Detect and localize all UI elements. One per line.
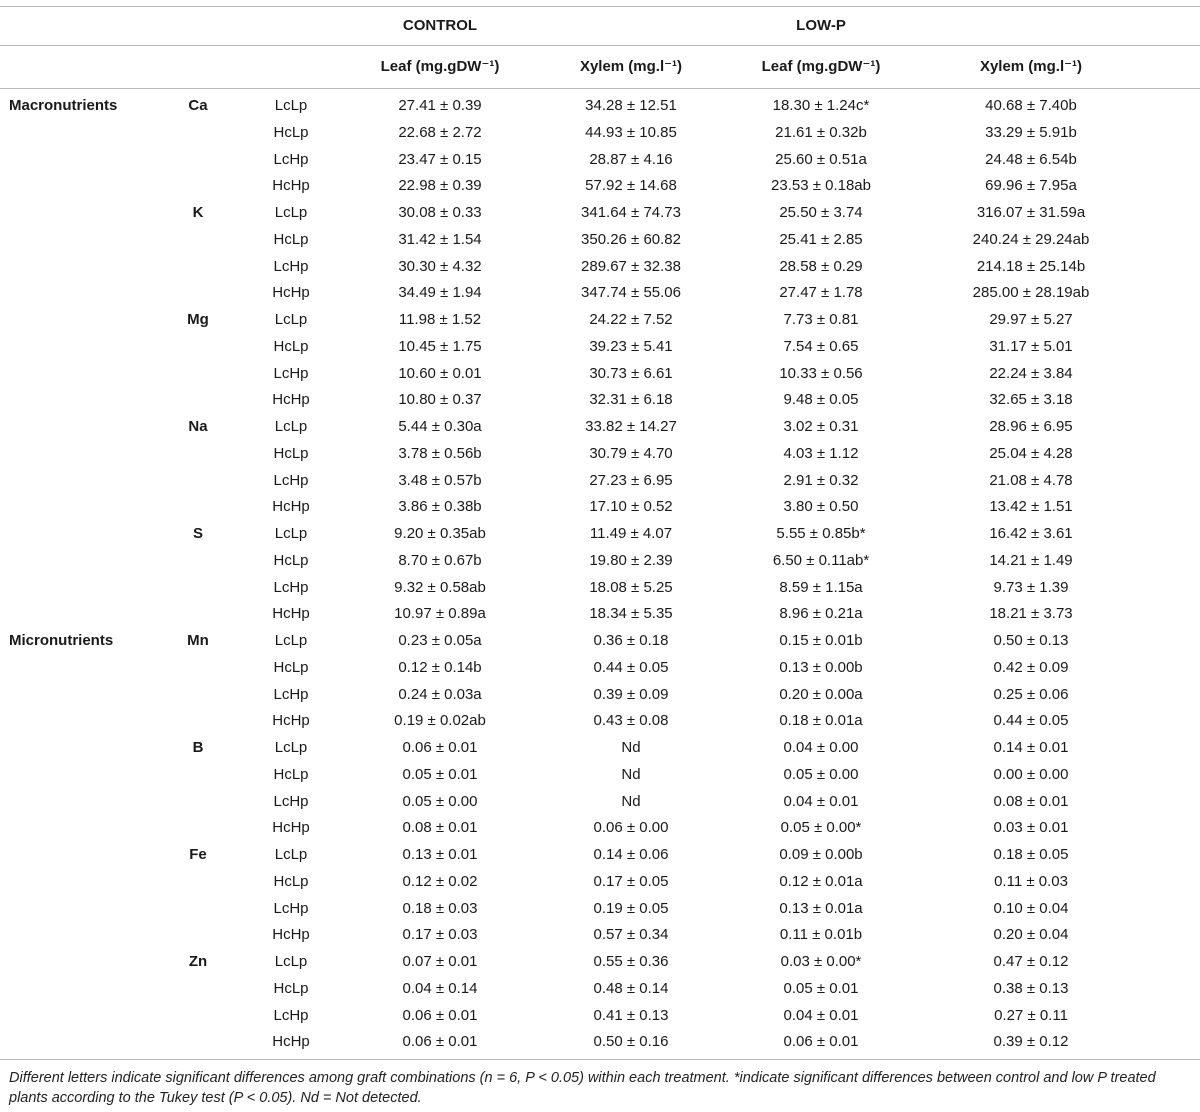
cell-lowp-leaf: 0.09 ± 0.00b: [779, 846, 863, 863]
row-graft-combination: LcLp: [274, 311, 308, 328]
cell-control-xylem: 0.36 ± 0.18: [593, 632, 669, 649]
cell-control-leaf: 3.48 ± 0.57b: [398, 471, 482, 489]
cell-control-leaf: 0.17 ± 0.03: [402, 926, 478, 944]
header-xylem-control: Xylem (mg.l⁻¹): [579, 58, 683, 75]
cell-control-xylem: 57.92 ± 14.68: [585, 177, 677, 195]
row-graft-combination: HcLp: [273, 872, 309, 890]
header-bottom-rule: [0, 88, 1200, 89]
cell-lowp-leaf: 0.05 ± 0.01: [783, 979, 859, 997]
cell-control-xylem: 0.39 ± 0.09: [593, 685, 669, 703]
row-element: Zn: [188, 953, 208, 970]
cell-lowp-leaf: 0.04 ± 0.01: [783, 1006, 859, 1024]
cell-control-leaf: 0.04 ± 0.14: [402, 979, 478, 997]
cell-control-xylem: 34.28 ± 12.51: [585, 97, 677, 114]
cell-control-xylem: 17.10 ± 0.52: [589, 498, 673, 516]
cell-control-xylem: 350.26 ± 60.82: [581, 230, 681, 248]
row-graft-combination: HcHp: [272, 284, 310, 302]
cell-control-leaf: 10.97 ± 0.89a: [394, 605, 486, 623]
row-graft-combination: LcLp: [274, 739, 308, 756]
cell-control-xylem: 0.44 ± 0.05: [593, 658, 669, 676]
cell-lowp-leaf: 25.50 ± 3.74: [779, 204, 863, 221]
cell-control-xylem: 0.43 ± 0.08: [593, 712, 669, 730]
cell-control-leaf: 23.47 ± 0.15: [398, 150, 482, 168]
cell-lowp-leaf: 0.04 ± 0.01: [783, 792, 859, 810]
cell-control-leaf: 10.45 ± 1.75: [398, 337, 482, 355]
cell-lowp-xylem: 14.21 ± 1.49: [989, 551, 1073, 569]
cell-lowp-leaf: 28.58 ± 0.29: [779, 257, 863, 275]
cell-lowp-leaf: 27.47 ± 1.78: [779, 284, 863, 302]
row-graft-combination: HcLp: [273, 230, 309, 248]
row-graft-combination: HcLp: [273, 658, 309, 676]
cell-lowp-leaf: 0.04 ± 0.00: [783, 739, 859, 756]
row-element: Fe: [189, 846, 207, 863]
cell-lowp-leaf: 10.33 ± 0.56: [779, 364, 863, 382]
cell-control-xylem: 289.67 ± 32.38: [581, 257, 681, 275]
cell-control-leaf: 0.18 ± 0.03: [402, 899, 478, 917]
cell-lowp-xylem: 40.68 ± 7.40b: [985, 97, 1077, 114]
cell-control-xylem: Nd: [621, 792, 641, 810]
cell-control-xylem: 39.23 ± 5.41: [589, 337, 673, 355]
row-element: S: [192, 525, 204, 542]
row-graft-combination: LcHp: [273, 150, 309, 168]
cell-lowp-xylem: 9.73 ± 1.39: [993, 578, 1069, 596]
row-graft-combination: LcHp: [273, 899, 309, 917]
cell-lowp-leaf: 3.80 ± 0.50: [783, 498, 859, 516]
cell-control-leaf: 30.08 ± 0.33: [398, 204, 482, 221]
cell-lowp-leaf: 25.41 ± 2.85: [779, 230, 863, 248]
row-graft-combination: LcLp: [274, 97, 308, 114]
cell-control-xylem: 0.50 ± 0.16: [593, 1033, 669, 1051]
row-graft-combination: LcHp: [273, 685, 309, 703]
cell-control-leaf: 10.60 ± 0.01: [398, 364, 482, 382]
cell-control-leaf: 0.06 ± 0.01: [402, 1006, 478, 1024]
cell-control-leaf: 5.44 ± 0.30a: [398, 418, 482, 435]
cell-lowp-leaf: 9.48 ± 0.05: [783, 391, 859, 409]
cell-lowp-xylem: 69.96 ± 7.95a: [985, 177, 1077, 195]
cell-lowp-xylem: 0.42 ± 0.09: [993, 658, 1069, 676]
cell-control-xylem: 27.23 ± 6.95: [589, 471, 673, 489]
cell-lowp-xylem: 0.47 ± 0.12: [993, 953, 1069, 970]
row-graft-combination: HcHp: [272, 177, 310, 195]
cell-control-leaf: 0.13 ± 0.01: [402, 846, 478, 863]
cell-control-xylem: 44.93 ± 10.85: [585, 123, 677, 141]
cell-control-xylem: 24.22 ± 7.52: [589, 311, 673, 328]
row-element: Mg: [187, 311, 209, 328]
cell-lowp-xylem: 33.29 ± 5.91b: [985, 123, 1077, 141]
row-graft-combination: HcLp: [273, 551, 309, 569]
row-group-label: Macronutrients: [9, 97, 118, 114]
cell-control-leaf: 0.23 ± 0.05a: [398, 632, 482, 649]
cell-control-xylem: 18.08 ± 5.25: [589, 578, 673, 596]
cell-control-xylem: 0.57 ± 0.34: [593, 926, 669, 944]
cell-lowp-xylem: 28.96 ± 6.95: [989, 418, 1073, 435]
cell-control-xylem: Nd: [621, 765, 641, 783]
row-graft-combination: HcHp: [272, 1033, 310, 1051]
cell-lowp-xylem: 0.10 ± 0.04: [993, 899, 1069, 917]
cell-lowp-xylem: 285.00 ± 28.19ab: [972, 284, 1090, 302]
cell-lowp-xylem: 0.18 ± 0.05: [993, 846, 1069, 863]
cell-lowp-xylem: 13.42 ± 1.51: [989, 498, 1073, 516]
cell-lowp-xylem: 240.24 ± 29.24ab: [972, 230, 1090, 248]
row-graft-combination: HcHp: [272, 391, 310, 409]
row-graft-combination: HcHp: [272, 712, 310, 730]
table-footnote: Different letters indicate significant differences among graft combinations (n = 6, P < 0.05) within each treatment. *indicate significant differences between control and low P treated plants according to the Tukey test (P < 0.05). Nd = Not detected.: [9, 1070, 1156, 1106]
cell-lowp-leaf: 0.18 ± 0.01a: [779, 712, 863, 730]
cell-control-xylem: 28.87 ± 4.16: [589, 150, 673, 168]
cell-lowp-xylem: 29.97 ± 5.27: [989, 311, 1073, 328]
cell-lowp-leaf: 0.15 ± 0.01b: [779, 632, 863, 649]
row-graft-combination: HcLp: [273, 444, 309, 462]
row-graft-combination: HcLp: [273, 979, 309, 997]
cell-lowp-leaf: 23.53 ± 0.18ab: [771, 177, 871, 195]
cell-control-xylem: 347.74 ± 55.06: [581, 284, 681, 302]
row-graft-combination: HcLp: [273, 765, 309, 783]
row-graft-combination: HcHp: [272, 605, 310, 623]
cell-lowp-xylem: 16.42 ± 3.61: [989, 525, 1073, 542]
cell-control-leaf: 11.98 ± 1.52: [398, 311, 482, 328]
cell-lowp-xylem: 0.27 ± 0.11: [994, 1006, 1068, 1024]
cell-control-xylem: 0.48 ± 0.14: [593, 979, 669, 997]
cell-lowp-xylem: 0.39 ± 0.12: [993, 1033, 1069, 1051]
cell-control-leaf: 9.20 ± 0.35ab: [394, 525, 486, 542]
row-element: B: [192, 739, 204, 756]
cell-lowp-xylem: 0.08 ± 0.01: [993, 792, 1069, 810]
cell-control-leaf: 22.98 ± 0.39: [398, 177, 482, 195]
row-graft-combination: LcHp: [273, 257, 309, 275]
cell-control-xylem: 0.14 ± 0.06: [593, 846, 669, 863]
header-lowp: LOW-P: [796, 17, 846, 34]
cell-control-xylem: 0.41 ± 0.13: [593, 1006, 669, 1024]
cell-control-xylem: 33.82 ± 14.27: [585, 418, 677, 435]
cell-lowp-xylem: 214.18 ± 25.14b: [976, 257, 1086, 275]
cell-control-leaf: 0.06 ± 0.01: [402, 1033, 478, 1051]
cell-lowp-leaf: 0.06 ± 0.01: [783, 1033, 859, 1051]
cell-control-leaf: 0.05 ± 0.00: [402, 792, 478, 810]
cell-lowp-xylem: 0.50 ± 0.13: [993, 632, 1069, 649]
cell-control-leaf: 0.12 ± 0.14b: [398, 658, 482, 676]
row-graft-combination: LcHp: [273, 471, 309, 489]
cell-control-leaf: 31.42 ± 1.54: [398, 230, 482, 248]
cell-control-xylem: 0.06 ± 0.00: [593, 819, 669, 837]
top-rule: [0, 6, 1200, 7]
cell-lowp-leaf: 18.30 ± 1.24c*: [772, 97, 870, 114]
cell-lowp-xylem: 0.20 ± 0.04: [993, 926, 1069, 944]
cell-lowp-xylem: 0.38 ± 0.13: [993, 979, 1069, 997]
cell-control-leaf: 30.30 ± 4.32: [398, 257, 482, 275]
row-graft-combination: LcHp: [273, 578, 309, 596]
cell-lowp-leaf: 7.73 ± 0.81: [783, 311, 859, 328]
cell-control-leaf: 0.24 ± 0.03a: [398, 685, 482, 703]
cell-lowp-leaf: 25.60 ± 0.51a: [775, 150, 867, 168]
header-control: CONTROL: [402, 17, 478, 34]
cell-control-leaf: 0.07 ± 0.01: [402, 953, 478, 970]
cell-control-leaf: 0.19 ± 0.02ab: [394, 712, 486, 730]
cell-lowp-xylem: 0.00 ± 0.00: [993, 765, 1069, 783]
cell-lowp-leaf: 0.13 ± 0.00b: [779, 658, 863, 676]
cell-lowp-xylem: 25.04 ± 4.28: [989, 444, 1073, 462]
row-group-label: Micronutrients: [9, 632, 114, 649]
cell-control-leaf: 0.05 ± 0.01: [402, 765, 478, 783]
cell-lowp-xylem: 316.07 ± 31.59a: [976, 204, 1086, 221]
row-graft-combination: HcLp: [273, 337, 309, 355]
header-divider: [0, 45, 1200, 46]
cell-lowp-xylem: 18.21 ± 3.73: [989, 605, 1073, 623]
row-graft-combination: HcLp: [273, 123, 309, 141]
cell-lowp-leaf: 8.96 ± 0.21a: [779, 605, 863, 623]
row-graft-combination: LcLp: [274, 525, 308, 542]
cell-lowp-leaf: 8.59 ± 1.15a: [779, 578, 863, 596]
cell-lowp-leaf: 0.05 ± 0.00: [783, 765, 859, 783]
cell-control-xylem: 30.73 ± 6.61: [589, 364, 673, 382]
cell-lowp-leaf: 0.13 ± 0.01a: [779, 899, 863, 917]
cell-control-leaf: 0.06 ± 0.01: [402, 739, 478, 756]
row-graft-combination: LcLp: [274, 846, 308, 863]
cell-control-leaf: 3.78 ± 0.56b: [398, 444, 482, 462]
cell-control-xylem: Nd: [621, 739, 641, 756]
cell-control-xylem: 0.55 ± 0.36: [593, 953, 669, 970]
cell-control-xylem: 11.49 ± 4.07: [589, 525, 673, 542]
row-element: Na: [188, 418, 208, 435]
cell-lowp-leaf: 0.12 ± 0.01a: [779, 872, 863, 890]
header-leaf-lowp: Leaf (mg.gDW⁻¹): [761, 58, 881, 75]
cell-lowp-xylem: 21.08 ± 4.78: [989, 471, 1073, 489]
row-graft-combination: HcHp: [272, 498, 310, 516]
cell-lowp-leaf: 7.54 ± 0.65: [783, 337, 859, 355]
row-graft-combination: LcLp: [274, 204, 308, 221]
row-graft-combination: LcHp: [273, 364, 309, 382]
cell-lowp-leaf: 3.02 ± 0.31: [783, 418, 859, 435]
row-graft-combination: LcHp: [273, 1006, 309, 1024]
cell-lowp-leaf: 0.03 ± 0.00*: [780, 953, 862, 970]
cell-lowp-leaf: 21.61 ± 0.32b: [775, 123, 867, 141]
row-element: K: [192, 204, 204, 221]
cell-control-xylem: 341.64 ± 74.73: [581, 204, 681, 221]
cell-control-leaf: 27.41 ± 0.39: [398, 97, 482, 114]
table-bottom-rule: [0, 1059, 1200, 1060]
cell-lowp-leaf: 4.03 ± 1.12: [783, 444, 859, 462]
row-graft-combination: LcLp: [274, 632, 308, 649]
cell-lowp-xylem: 0.03 ± 0.01: [993, 819, 1069, 837]
header-leaf-control: Leaf (mg.gDW⁻¹): [380, 58, 500, 75]
cell-lowp-xylem: 24.48 ± 6.54b: [985, 150, 1077, 168]
cell-lowp-xylem: 31.17 ± 5.01: [989, 337, 1073, 355]
cell-lowp-leaf: 2.91 ± 0.32: [783, 471, 859, 489]
row-element: Mn: [187, 632, 209, 649]
cell-lowp-leaf: 0.05 ± 0.00*: [780, 819, 862, 837]
cell-control-xylem: 32.31 ± 6.18: [589, 391, 673, 409]
cell-lowp-leaf: 0.11 ± 0.01b: [779, 926, 863, 944]
cell-control-leaf: 9.32 ± 0.58ab: [394, 578, 486, 596]
cell-control-xylem: 0.17 ± 0.05: [593, 872, 669, 890]
cell-lowp-leaf: 6.50 ± 0.11ab*: [772, 551, 870, 569]
row-graft-combination: LcLp: [274, 418, 308, 435]
cell-lowp-xylem: 32.65 ± 3.18: [989, 391, 1073, 409]
cell-lowp-xylem: 0.25 ± 0.06: [993, 685, 1069, 703]
cell-control-leaf: 34.49 ± 1.94: [398, 284, 482, 302]
cell-lowp-xylem: 22.24 ± 3.84: [989, 364, 1073, 382]
row-graft-combination: HcHp: [272, 819, 310, 837]
cell-control-xylem: 30.79 ± 4.70: [589, 444, 673, 462]
cell-lowp-xylem: 0.11 ± 0.03: [994, 872, 1068, 890]
cell-lowp-leaf: 5.55 ± 0.85b*: [776, 525, 866, 542]
cell-control-xylem: 18.34 ± 5.35: [589, 605, 673, 623]
cell-control-leaf: 0.12 ± 0.02: [402, 872, 478, 890]
row-graft-combination: LcLp: [274, 953, 308, 970]
row-graft-combination: HcHp: [272, 926, 310, 944]
cell-control-xylem: 19.80 ± 2.39: [589, 551, 673, 569]
row-element: Ca: [188, 97, 208, 114]
cell-control-leaf: 3.86 ± 0.38b: [398, 498, 482, 516]
cell-lowp-xylem: 0.14 ± 0.01: [993, 739, 1069, 756]
cell-control-xylem: 0.19 ± 0.05: [593, 899, 669, 917]
cell-control-leaf: 22.68 ± 2.72: [398, 123, 482, 141]
cell-control-leaf: 10.80 ± 0.37: [398, 391, 482, 409]
row-graft-combination: LcHp: [273, 792, 309, 810]
cell-control-leaf: 8.70 ± 0.67b: [398, 551, 482, 569]
header-xylem-lowp: Xylem (mg.l⁻¹): [979, 58, 1083, 75]
cell-lowp-leaf: 0.20 ± 0.00a: [779, 685, 863, 703]
cell-lowp-xylem: 0.44 ± 0.05: [993, 712, 1069, 730]
cell-control-leaf: 0.08 ± 0.01: [402, 819, 478, 837]
